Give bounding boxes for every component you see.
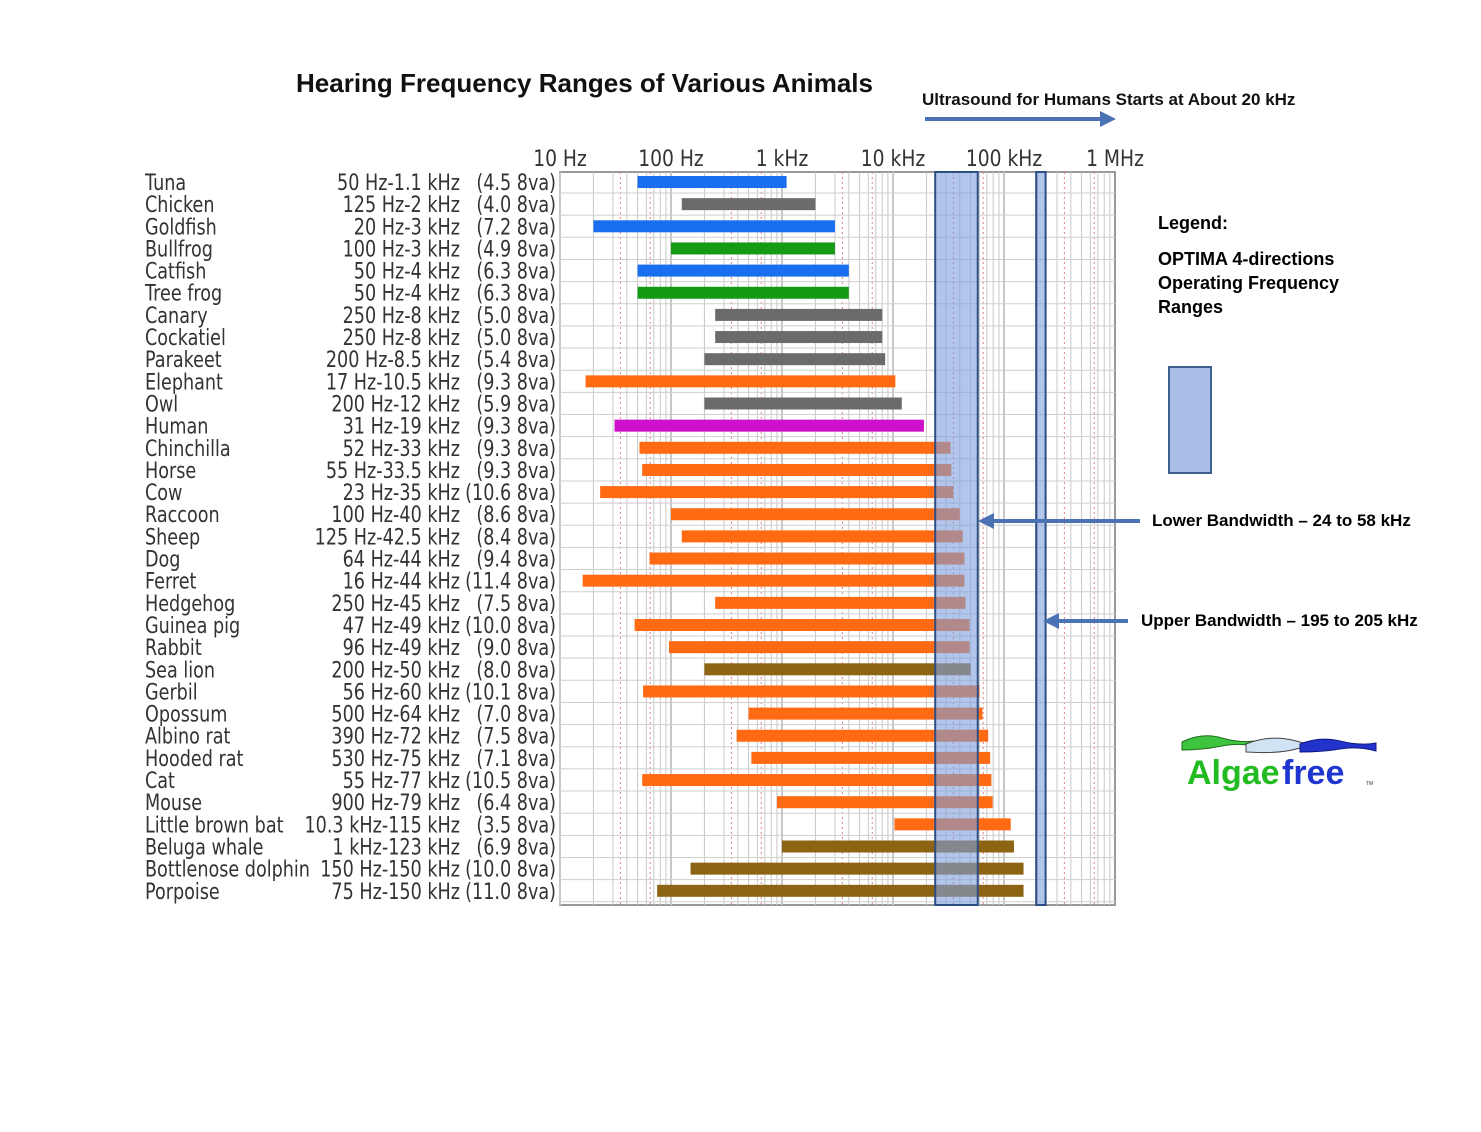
bar-tuna — [638, 176, 787, 188]
octave-span: (8.6 8va) — [476, 502, 556, 528]
frequency-range: 50 Hz-4 kHz — [353, 258, 460, 285]
octave-span: (6.4 8va) — [476, 790, 556, 816]
octave-span: (10.1 8va) — [465, 679, 556, 705]
bar-human — [615, 420, 924, 432]
octave-span: (7.5 8va) — [476, 590, 556, 617]
animal-name: Horse — [145, 458, 197, 484]
octave-span: (5.0 8va) — [476, 325, 556, 351]
animal-name: Hedgehog — [145, 590, 236, 617]
animal-name: Human — [145, 413, 209, 440]
frequency-range: 250 Hz-45 kHz — [331, 590, 460, 617]
frequency-range: 23 Hz-35 kHz — [342, 480, 460, 506]
octave-span: (8.4 8va) — [476, 524, 556, 550]
legend-swatch — [1169, 367, 1211, 473]
octave-span: (9.3 8va) — [476, 435, 556, 462]
octave-span: (6.9 8va) — [476, 834, 556, 861]
upper-bandwidth-label: Upper Bandwidth – 195 to 205 kHz — [1141, 611, 1418, 630]
logo-text-free: free — [1282, 754, 1345, 792]
bar-bullfrog — [671, 242, 835, 254]
frequency-range: 900 Hz-79 kHz — [331, 790, 460, 816]
frequency-range: 250 Hz-8 kHz — [342, 325, 460, 351]
animal-name: Chinchilla — [145, 435, 231, 462]
frequency-range: 530 Hz-75 kHz — [331, 746, 460, 772]
frequency-range: 1 kHz-123 kHz — [332, 834, 460, 861]
bar-ferret — [583, 575, 965, 587]
octave-span: (6.3 8va) — [476, 280, 556, 307]
frequency-range: 20 Hz-3 kHz — [353, 214, 460, 240]
animal-name: Owl — [145, 391, 179, 418]
bar-goldfish — [593, 220, 835, 232]
chart-title: Hearing Frequency Ranges of Various Animals — [296, 68, 873, 98]
bar-elephant — [586, 375, 896, 387]
bar-cow — [600, 486, 953, 498]
animal-name: Goldfish — [145, 214, 217, 240]
octave-span: (8.0 8va) — [476, 657, 556, 683]
octave-span: (3.5 8va) — [476, 812, 556, 838]
frequency-range: 55 Hz-77 kHz — [342, 768, 460, 794]
animal-name: Elephant — [145, 369, 223, 395]
bar-parakeet — [704, 353, 885, 365]
frequency-range: 200 Hz-50 kHz — [331, 657, 460, 683]
animal-name: Raccoon — [145, 502, 220, 528]
animal-name: Catfish — [145, 258, 207, 285]
frequency-range: 52 Hz-33 kHz — [342, 435, 460, 462]
x-tick-label: 10 Hz — [533, 145, 587, 172]
octave-span: (7.0 8va) — [476, 701, 556, 728]
octave-span: (4.0 8va) — [476, 192, 556, 218]
frequency-range: 150 Hz-150 kHz — [320, 856, 460, 883]
frequency-range: 56 Hz-60 kHz — [342, 679, 460, 705]
x-tick-labels — [533, 146, 1144, 172]
bar-chinchilla — [639, 442, 950, 454]
animal-name: Beluga whale — [145, 834, 264, 861]
animal-name: Sheep — [145, 524, 201, 550]
frequency-range: 55 Hz-33.5 kHz — [325, 458, 460, 484]
frequency-range: 75 Hz-150 kHz — [331, 878, 460, 905]
frequency-range: 31 Hz-19 kHz — [342, 413, 460, 440]
animal-name: Bottlenose dolphin — [145, 856, 310, 883]
octave-span: (9.3 8va) — [476, 369, 556, 395]
bar-gerbil — [643, 685, 979, 697]
frequency-range: 100 Hz-3 kHz — [342, 236, 460, 262]
x-tick-label: 1 kHz — [755, 145, 809, 172]
frequency-range: 50 Hz-4 kHz — [353, 280, 460, 307]
frequency-range: 16 Hz-44 kHz — [342, 568, 460, 595]
algaefree-logo — [1182, 736, 1376, 792]
frequency-range: 17 Hz-10.5 kHz — [325, 369, 460, 395]
x-tick-label: 100 kHz — [965, 145, 1043, 172]
octave-span: (6.3 8va) — [476, 258, 556, 285]
frequency-range: 125 Hz-2 kHz — [342, 192, 460, 218]
octave-span: (10.6 8va) — [465, 480, 556, 506]
bar-cockatiel — [715, 331, 882, 343]
legend-text: OPTIMA 4-directions Operating Frequency Ranges — [1158, 249, 1340, 317]
frequency-range: 500 Hz-64 kHz — [331, 701, 460, 728]
frequency-range: 50 Hz-1.1 kHz — [337, 170, 460, 196]
x-tick-label: 100 Hz — [638, 145, 704, 172]
frequency-range: 390 Hz-72 kHz — [331, 723, 460, 750]
animal-name: Cockatiel — [145, 325, 226, 351]
octave-span: (9.3 8va) — [476, 458, 556, 484]
frequency-range: 200 Hz-12 kHz — [331, 391, 460, 418]
bar-sea-lion — [704, 663, 970, 675]
bar-horse — [642, 464, 951, 476]
animal-name: Tree frog — [145, 280, 223, 307]
logo-tm: TM — [1366, 781, 1374, 787]
octave-span: (7.2 8va) — [476, 214, 556, 240]
logo-text-algae: Algae — [1187, 754, 1280, 792]
octave-span: (10.0 8va) — [465, 613, 556, 639]
row-labels — [144, 170, 556, 904]
bar-beluga-whale — [782, 841, 1014, 853]
frequency-range: 10.3 kHz-115 kHz — [304, 812, 460, 838]
animal-name: Cat — [145, 768, 175, 794]
animal-name: Chicken — [145, 192, 215, 218]
animal-name: Cow — [145, 480, 183, 506]
animal-name: Guinea pig — [145, 613, 241, 639]
animal-name: Tuna — [145, 170, 187, 196]
octave-span: (10.0 8va) — [465, 856, 556, 883]
animal-name: Dog — [145, 546, 181, 573]
octave-span: (7.1 8va) — [476, 746, 556, 772]
octave-span: (4.5 8va) — [476, 170, 556, 196]
upper-bandwidth-band — [1036, 172, 1045, 905]
octave-span: (9.0 8va) — [476, 635, 556, 661]
animal-name: Porpoise — [145, 878, 220, 905]
animal-name: Rabbit — [145, 635, 202, 661]
animal-name: Sea lion — [145, 657, 216, 683]
bar-dog — [649, 553, 964, 565]
octave-span: (9.3 8va) — [476, 413, 556, 440]
animal-name: Parakeet — [145, 347, 222, 373]
animal-name: Ferret — [145, 568, 197, 595]
octave-span: (11.4 8va) — [465, 568, 556, 595]
frequency-range: 125 Hz-42.5 kHz — [314, 524, 460, 550]
frequency-range: 100 Hz-40 kHz — [331, 502, 460, 528]
octave-span: (5.9 8va) — [476, 391, 556, 418]
ultrasound-arrow-head — [1100, 111, 1116, 127]
animal-name: Canary — [145, 303, 208, 329]
x-tick-label: 10 kHz — [860, 145, 926, 172]
animal-name: Gerbil — [145, 679, 198, 705]
octave-span: (5.4 8va) — [476, 347, 556, 373]
animal-name: Mouse — [145, 790, 203, 816]
frequency-range: 64 Hz-44 kHz — [342, 546, 460, 573]
bar-rabbit — [669, 641, 970, 653]
frequency-range: 96 Hz-49 kHz — [342, 635, 460, 661]
lower-bandwidth-label: Lower Bandwidth – 24 to 58 kHz — [1152, 511, 1411, 530]
bar-owl — [704, 398, 901, 410]
octave-span: (5.0 8va) — [476, 303, 556, 329]
octave-span: (7.5 8va) — [476, 723, 556, 750]
frequency-range: 47 Hz-49 kHz — [342, 613, 460, 639]
octave-span: (11.0 8va) — [465, 878, 556, 905]
bar-chicken — [682, 198, 816, 210]
frequency-range: 200 Hz-8.5 kHz — [325, 347, 460, 373]
octave-span: (9.4 8va) — [476, 546, 556, 573]
frequency-range: 250 Hz-8 kHz — [342, 303, 460, 329]
animal-name: Little brown bat — [145, 812, 284, 838]
animal-name: Hooded rat — [145, 746, 244, 772]
animal-name: Albino rat — [145, 723, 231, 750]
lower-bandwidth-band — [935, 172, 978, 905]
ultrasound-note: Ultrasound for Humans Starts at About 20 kHz — [922, 90, 1296, 109]
octave-span: (4.9 8va) — [476, 236, 556, 262]
bar-canary — [715, 309, 882, 321]
animal-name: Bullfrog — [145, 236, 213, 262]
bar-guinea-pig — [635, 619, 970, 631]
bar-tree-frog — [638, 287, 849, 299]
bar-sheep — [682, 530, 963, 542]
legend-title: Legend: — [1158, 213, 1228, 233]
x-tick-label: 1 MHz — [1086, 145, 1144, 172]
octave-span: (10.5 8va) — [465, 768, 556, 794]
bar-raccoon — [671, 508, 960, 520]
bar-catfish — [638, 265, 849, 277]
bar-hedgehog — [715, 597, 965, 609]
animal-name: Opossum — [145, 701, 228, 728]
